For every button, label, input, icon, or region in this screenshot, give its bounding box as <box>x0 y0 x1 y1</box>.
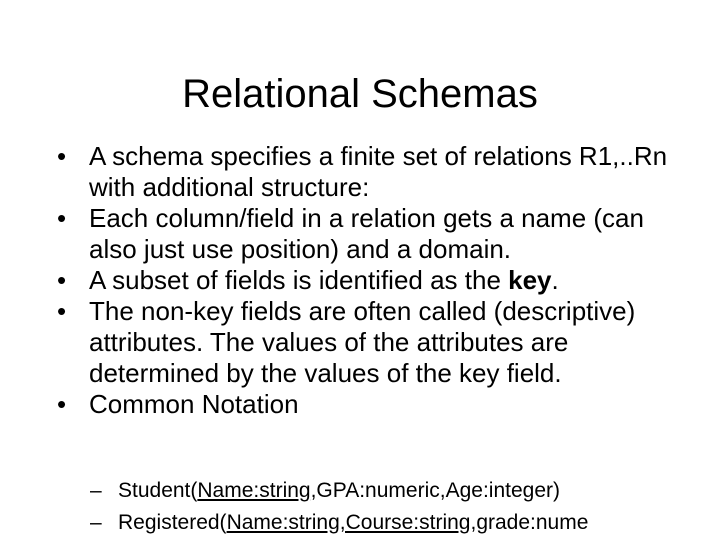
example-key-fields: Name:string,Course:string <box>226 511 471 534</box>
example-text: Registered( <box>118 511 227 534</box>
example-text-end: ,grade:nume <box>470 511 589 534</box>
bullet-marker: • <box>57 296 67 326</box>
key-term: key <box>508 265 552 295</box>
example-text: Student( <box>118 479 198 502</box>
bullet-text: The non-key fields are often called (descriptive) attributes. The values of the attributes are determined by the values of the key field. <box>89 296 636 388</box>
bullet-item <box>57 389 697 420</box>
bullet-text: A subset of fields is identified as the <box>89 265 509 295</box>
bullet-list <box>57 141 697 420</box>
bullet-text: A schema specifies a finite set of relations R1,..Rn with additional structure: <box>89 141 668 202</box>
bullet-marker: • <box>57 203 67 233</box>
bullet-item <box>57 265 697 296</box>
bullet-item <box>57 296 697 389</box>
example-key-fields: Name:string <box>197 479 311 502</box>
notation-example-student <box>90 478 710 504</box>
slide-title: Relational Schemas <box>182 72 538 116</box>
example-text-end: ,GPA:numeric,Age:integer) <box>310 479 560 502</box>
dash-marker: – <box>90 511 102 534</box>
bullet-text: Each column/field in a relation gets a name (can also just use position) and a domain. <box>89 203 644 264</box>
bullet-item <box>57 203 697 265</box>
bullet-item <box>57 141 697 203</box>
notation-example-registered <box>90 510 710 536</box>
bullet-marker: • <box>57 141 67 171</box>
bullet-text: Common Notation <box>89 389 299 419</box>
bullet-text-end: . <box>551 265 559 295</box>
bullet-marker: • <box>57 265 67 295</box>
dash-marker: – <box>90 479 102 502</box>
bullet-marker: • <box>57 389 67 419</box>
